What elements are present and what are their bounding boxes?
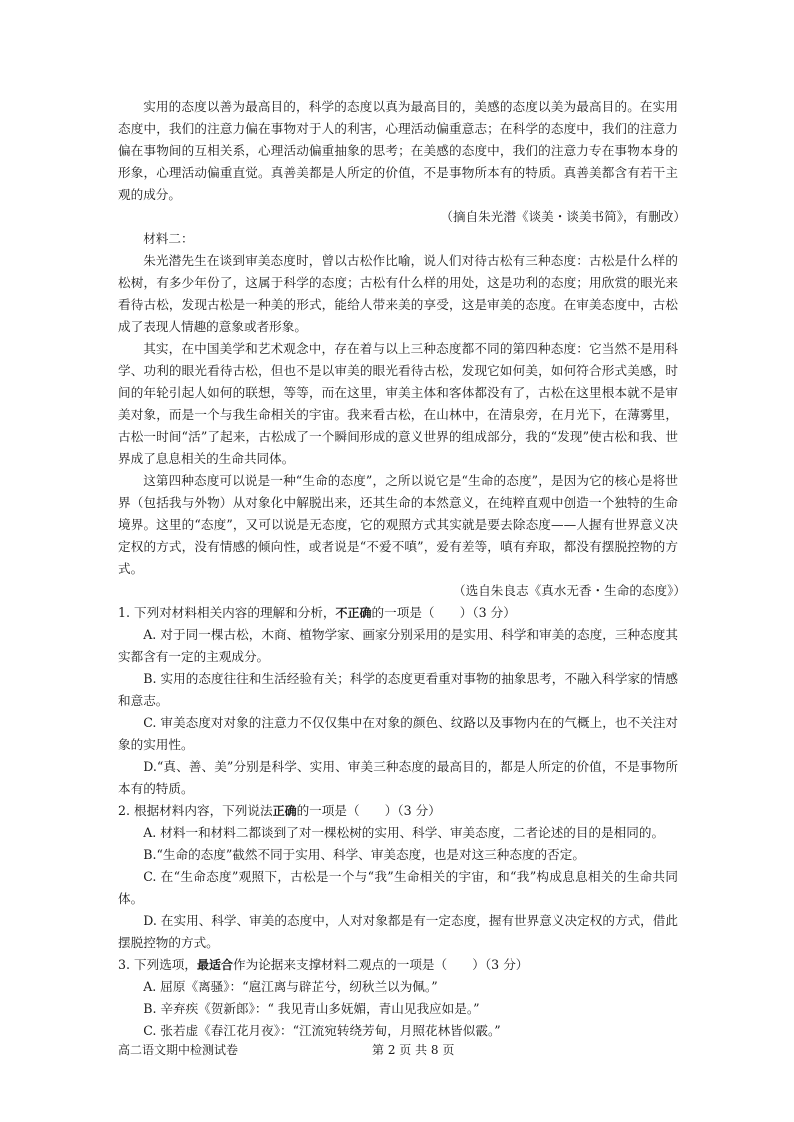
question-3-emphasis: 最适合 <box>197 958 234 972</box>
footer-exam-title: 高二语文期中检测试卷 <box>118 1043 239 1057</box>
material2-paragraph-2: 其实，在中国美学和艺术观念中，存在着与以上三种态度都不同的第四种态度：它当然不是用科学、功利的眼光看待古松，但也不是以审美的眼光看待古松，发现它如何美，如何符合形式美感，时间的年轮引起人如何的联想，等等，而在这里，审美主体和客体都没有了，古松在这里根本就不是审美对象，而是一个与我生命相关的宇宙。我来看古松，在山林中，在清泉旁，在月光下，在薄雾里，古松一时间“活”了起来，古松成了一个瞬间形成的意义世界的组成部分，我的“发现”使古松和我、世界成了息息相关的生命共同体。 <box>118 341 678 466</box>
question-3-pre: 3. 下列选项， <box>118 957 197 972</box>
footer-page-number: 第 2 页 共 8 页 <box>372 1043 455 1057</box>
question-2-post: 的一项是（ ）（3 分） <box>296 803 441 818</box>
question-1-pre: 1. 下列对材料相关内容的理解和分析， <box>118 605 336 620</box>
question-2-stem <box>118 800 678 822</box>
question-2-option-b: B.“生命的态度”截然不同于实用、科学、审美态度，也是对这三种态度的否定。 <box>143 847 585 862</box>
page-content <box>118 96 686 1042</box>
question-3-stem <box>118 954 678 976</box>
question-3-option-a: A. 屈原《离骚》：“扈江离与辟芷兮，纫秋兰以为佩。” <box>143 979 438 994</box>
question-1-emphasis: 不正确 <box>335 606 372 620</box>
material2-source: （选自朱良志《真水无香・生命的态度》） <box>453 583 686 598</box>
question-1-post: 的一项是（ ）（3 分） <box>371 605 516 620</box>
material2-paragraph-1: 朱光潜先生在谈到审美态度时，曾以古松作比喻，说人们对待古松有三种态度：古松是什么样的松树，有多少年份了，这属于科学的态度；古松有什么样的用处，这是功利的态度；用欣赏的眼光来看待古松，发现古松是一种美的形式，能给人带来美的享受，这是审美的态度。在审美态度中，古松成了表现人情趣的意象或者形象。 <box>118 253 678 334</box>
question-3-post: 作为论据来支撑材料二观点的一项是（ ）（3 分） <box>233 957 529 972</box>
material2-paragraph-3: 这第四种态度可以说是一种“生命的态度”，之所以说它是“生命的态度”，是因为它的核心是将世界（包括我与外物）从对象化中解脱出来，还其生命的本然意义，在纯粹直观中创造一个独特的生命境界。这里的“态度”，又可以说是无态度，它的观照方式其实就是要去除态度——人握有世界意义决定权的方式，没有情感的倾向性，或者说是“不爱不嗔”，爱有差等，嗔有弃取，都没有摆脱控物的方式。 <box>118 473 678 576</box>
question-1-option-b: B. 实用的态度往往和生活经验有关；科学的态度更看重对事物的抽象思考，不融入科学家的情感和意志。 <box>118 671 678 708</box>
question-2-option-a: A. 材料一和材料二都谈到了对一棵松树的实用、科学、审美态度，二者论述的目的是相同的。 <box>143 825 665 840</box>
question-1-stem <box>118 602 678 624</box>
material1-source: （摘自朱光潜《谈美・谈美书简》，有删改） <box>440 209 686 224</box>
question-3-option-b: B. 辛弃疾《贺新郎》：“ 我见青山多妩媚，青山见我应如是。” <box>143 1001 480 1016</box>
question-2-emphasis: 正确 <box>272 804 297 818</box>
question-1-option-a: A. 对于同一棵古松，木商、植物学家、画家分别采用的是实用、科学和审美的态度，三种态度其实都含有一定的主观成分。 <box>118 627 678 664</box>
question-1-option-d: D.“真、善、美”分别是科学、实用、审美三种态度的最高目的，都是人所定的价值，不是事物所本有的特质。 <box>118 759 678 796</box>
question-1-option-c: C. 审美态度对对象的注意力不仅仅集中在对象的颜色、纹路以及事物内在的气概上，也不关注对象的实用性。 <box>118 715 678 752</box>
question-2-pre: 2. 根据材料内容，下列说法 <box>118 803 273 818</box>
question-3-option-c: C. 张若虚《春江花月夜》：“江流宛转绕芳甸，月照花林皆似霰。” <box>143 1023 501 1038</box>
material1-paragraph: 实用的态度以善为最高目的，科学的态度以真为最高目的，美感的态度以美为最高目的。在实用态度中，我们的注意力偏在事物对于人的利害，心理活动偏重意志；在科学的态度中，我们的注意力偏在事物间的互相关系，心理活动偏重抽象的思考；在美感的态度中，我们的注意力专在事物本身的形象，心理活动偏重直觉。真善美都是人所定的价值，不是事物所本有的特质。真善美都含有若干主观的成分。 <box>118 99 678 202</box>
material2-heading: 材料二： <box>143 231 194 246</box>
question-2-option-d: D. 在实用、科学、审美的态度中，人对对象都是有一定态度，握有世界意义决定权的方式，借此摆脱控物的方式。 <box>118 913 678 950</box>
question-2-option-c: C. 在“生命态度”观照下，古松是一个与“我”生命相关的宇宙，和“我”构成息息相关的生命共同体。 <box>118 869 678 906</box>
